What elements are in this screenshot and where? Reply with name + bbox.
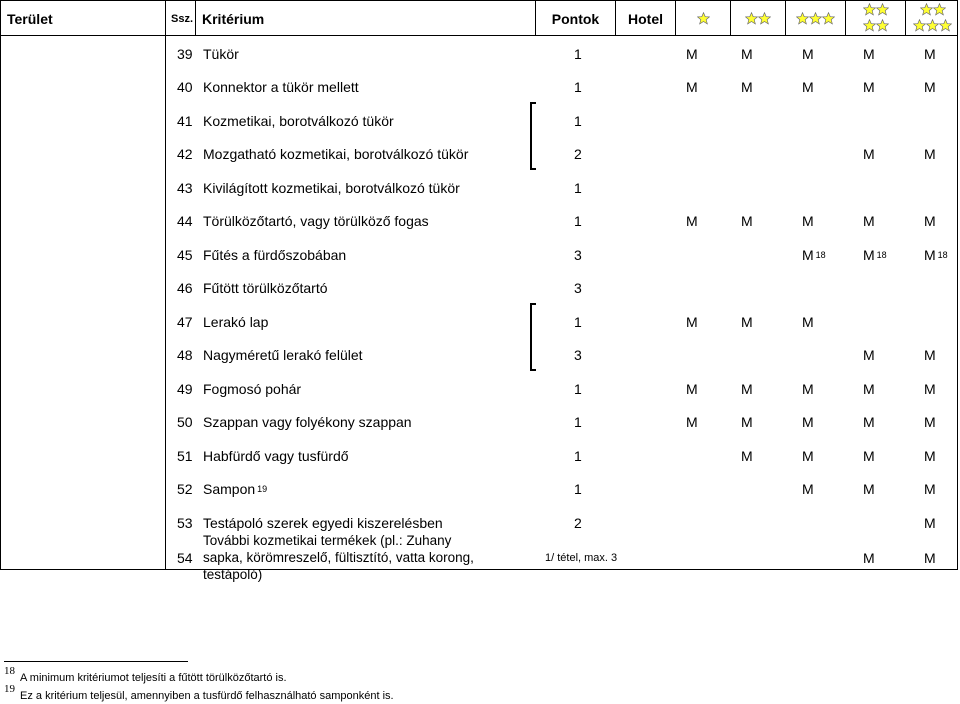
star-icon (758, 12, 771, 25)
star-icon (876, 3, 889, 16)
table-row (167, 37, 957, 70)
row-number: 51 (177, 447, 193, 464)
mandatory-mark: M 18 (924, 246, 948, 263)
mandatory-mark: M (686, 380, 698, 397)
header-5-star (906, 1, 959, 36)
table-row (167, 473, 957, 506)
header-ssz: Ssz. (166, 1, 196, 36)
mandatory-mark: M (741, 414, 753, 430)
mandatory-mark: M (863, 213, 875, 229)
star-icon (822, 12, 835, 25)
mandatory-mark: M (741, 380, 753, 397)
row-number: 39 (177, 45, 193, 62)
row-number: 53 (177, 514, 193, 531)
row-number: 43 (177, 179, 193, 196)
points-value: 3 (574, 280, 582, 296)
criterion-label: Sampon 19 (203, 481, 268, 497)
row-number: 44 (177, 213, 193, 229)
points-value: 1/ tétel, max. 3 (545, 551, 618, 564)
star-icon (863, 19, 876, 32)
star-icon (745, 12, 758, 25)
star-icon (863, 3, 876, 16)
mandatory-mark: M (802, 45, 814, 62)
points-value: 1 (574, 380, 582, 397)
header-3-star (786, 1, 846, 36)
criterion-label: Testápoló szerek egyedi kiszerelésben (203, 514, 443, 531)
row-number: 54 (177, 549, 193, 566)
header-kriterium: Kritérium (196, 1, 536, 36)
points-value: 3 (574, 246, 582, 263)
star-icon (920, 3, 933, 16)
row-number: 49 (177, 380, 193, 397)
table-row (167, 138, 957, 171)
row-number: 52 (177, 481, 193, 497)
mandatory-mark: M (802, 414, 814, 430)
table-row (167, 71, 957, 104)
mandatory-mark: M (924, 514, 936, 531)
mandatory-mark: M 18 (863, 246, 887, 263)
star-icon (876, 19, 889, 32)
points-value: 1 (574, 112, 582, 129)
mandatory-mark: M (863, 45, 875, 62)
mandatory-mark: M (924, 447, 936, 464)
points-value: 1 (574, 481, 582, 497)
points-value: 1 (574, 414, 582, 430)
mandatory-mark: M (686, 213, 698, 229)
row-group-bracket (530, 303, 536, 371)
mandatory-mark: M (924, 146, 936, 162)
star-icon (697, 12, 710, 25)
mandatory-mark: M (924, 213, 936, 229)
criteria-table (0, 35, 958, 582)
row-group-bracket (530, 102, 536, 170)
mandatory-mark: M (924, 79, 936, 95)
mandatory-mark: M (686, 313, 698, 330)
mandatory-mark: M (741, 213, 753, 229)
row-number: 48 (177, 347, 193, 363)
table-row (167, 238, 957, 271)
points-value: 1 (574, 179, 582, 196)
star-icon (913, 19, 926, 32)
star-icon (796, 12, 809, 25)
table-row (167, 171, 957, 204)
mandatory-mark: M (741, 45, 753, 62)
criterion-label: További kozmetikai termékek (pl.: Zuhany sapka, körömreszelő, fültisztító, vatta korong, testápoló) (203, 533, 474, 582)
table-row (167, 533, 957, 582)
star-icon (926, 19, 939, 32)
points-value: 1 (574, 79, 582, 95)
points-value: 2 (574, 514, 582, 531)
mandatory-mark: M (802, 447, 814, 464)
header-4-star (846, 1, 906, 36)
points-value: 1 (574, 447, 582, 464)
mandatory-mark: M 18 (802, 246, 826, 263)
header-1-star (676, 1, 731, 36)
mandatory-mark: M (863, 481, 875, 497)
mandatory-mark: M (863, 146, 875, 162)
star-icon (939, 19, 952, 32)
table-row (167, 372, 957, 405)
criterion-label: Habfürdő vagy tusfürdő (203, 447, 349, 464)
mandatory-mark: M (863, 549, 875, 566)
table-row (167, 339, 957, 372)
mandatory-mark: M (686, 414, 698, 430)
table-row (167, 104, 957, 137)
star-icon (809, 12, 822, 25)
footnote-rule (4, 661, 188, 662)
table-row (167, 406, 957, 439)
points-value: 3 (574, 347, 582, 363)
mandatory-mark: M (802, 213, 814, 229)
mandatory-mark: M (863, 447, 875, 464)
mandatory-mark: M (686, 79, 698, 95)
criterion-label: Konnektor a tükör mellett (203, 79, 359, 95)
header-hotel: Hotel (616, 1, 676, 36)
mandatory-mark: M (924, 380, 936, 397)
row-number: 46 (177, 280, 193, 296)
mandatory-mark: M (802, 380, 814, 397)
mandatory-mark: M (741, 447, 753, 464)
mandatory-mark: M (802, 79, 814, 95)
mandatory-mark: M (741, 313, 753, 330)
criterion-label: Szappan vagy folyékony szappan (203, 414, 412, 430)
row-number: 41 (177, 112, 193, 129)
table-row (167, 272, 957, 305)
points-value: 2 (574, 146, 582, 162)
criterion-label: Mozgatható kozmetikai, borotválkozó tükör (203, 146, 469, 162)
points-value: 1 (574, 213, 582, 229)
mandatory-mark: M (924, 45, 936, 62)
criterion-label: Törülközőtartó, vagy törülköző fogas (203, 213, 429, 229)
criterion-label: Kozmetikai, borotválkozó tükör (203, 112, 394, 129)
mandatory-mark: M (924, 481, 936, 497)
criterion-label: Kivilágított kozmetikai, borotválkozó tükör (203, 179, 460, 196)
star-icon (933, 3, 946, 16)
mandatory-mark: M (863, 347, 875, 363)
points-value: 1 (574, 45, 582, 62)
row-number: 42 (177, 146, 193, 162)
mandatory-mark: M (802, 481, 814, 497)
criterion-label: Tükör (203, 45, 239, 62)
mandatory-mark: M (802, 313, 814, 330)
mandatory-mark: M (863, 414, 875, 430)
mandatory-mark: M (924, 414, 936, 430)
mandatory-mark: M (863, 380, 875, 397)
table-row (167, 439, 957, 472)
mandatory-mark: M (686, 45, 698, 62)
mandatory-mark: M (741, 79, 753, 95)
mandatory-mark: M (924, 549, 936, 566)
criterion-label: Nagyméretű lerakó felület (203, 347, 363, 363)
header-2-star (731, 1, 786, 36)
header-pontok: Pontok (536, 1, 616, 36)
mandatory-mark: M (863, 79, 875, 95)
header-terulet: Terület (1, 1, 166, 36)
points-value: 1 (574, 313, 582, 330)
row-number: 40 (177, 79, 193, 95)
mandatory-mark: M (924, 347, 936, 363)
criterion-label: Fűtés a fürdőszobában (203, 246, 347, 263)
terulet-column (1, 36, 166, 569)
row-number: 45 (177, 246, 193, 263)
criterion-label: Fűtött törülközőtartó (203, 280, 328, 296)
criterion-label: Fogmosó pohár (203, 380, 302, 397)
row-number: 47 (177, 313, 193, 330)
row-number: 50 (177, 414, 193, 430)
criterion-label: Lerakó lap (203, 313, 269, 330)
table-row (167, 305, 957, 338)
table-row (167, 205, 957, 238)
table-header (0, 0, 958, 35)
